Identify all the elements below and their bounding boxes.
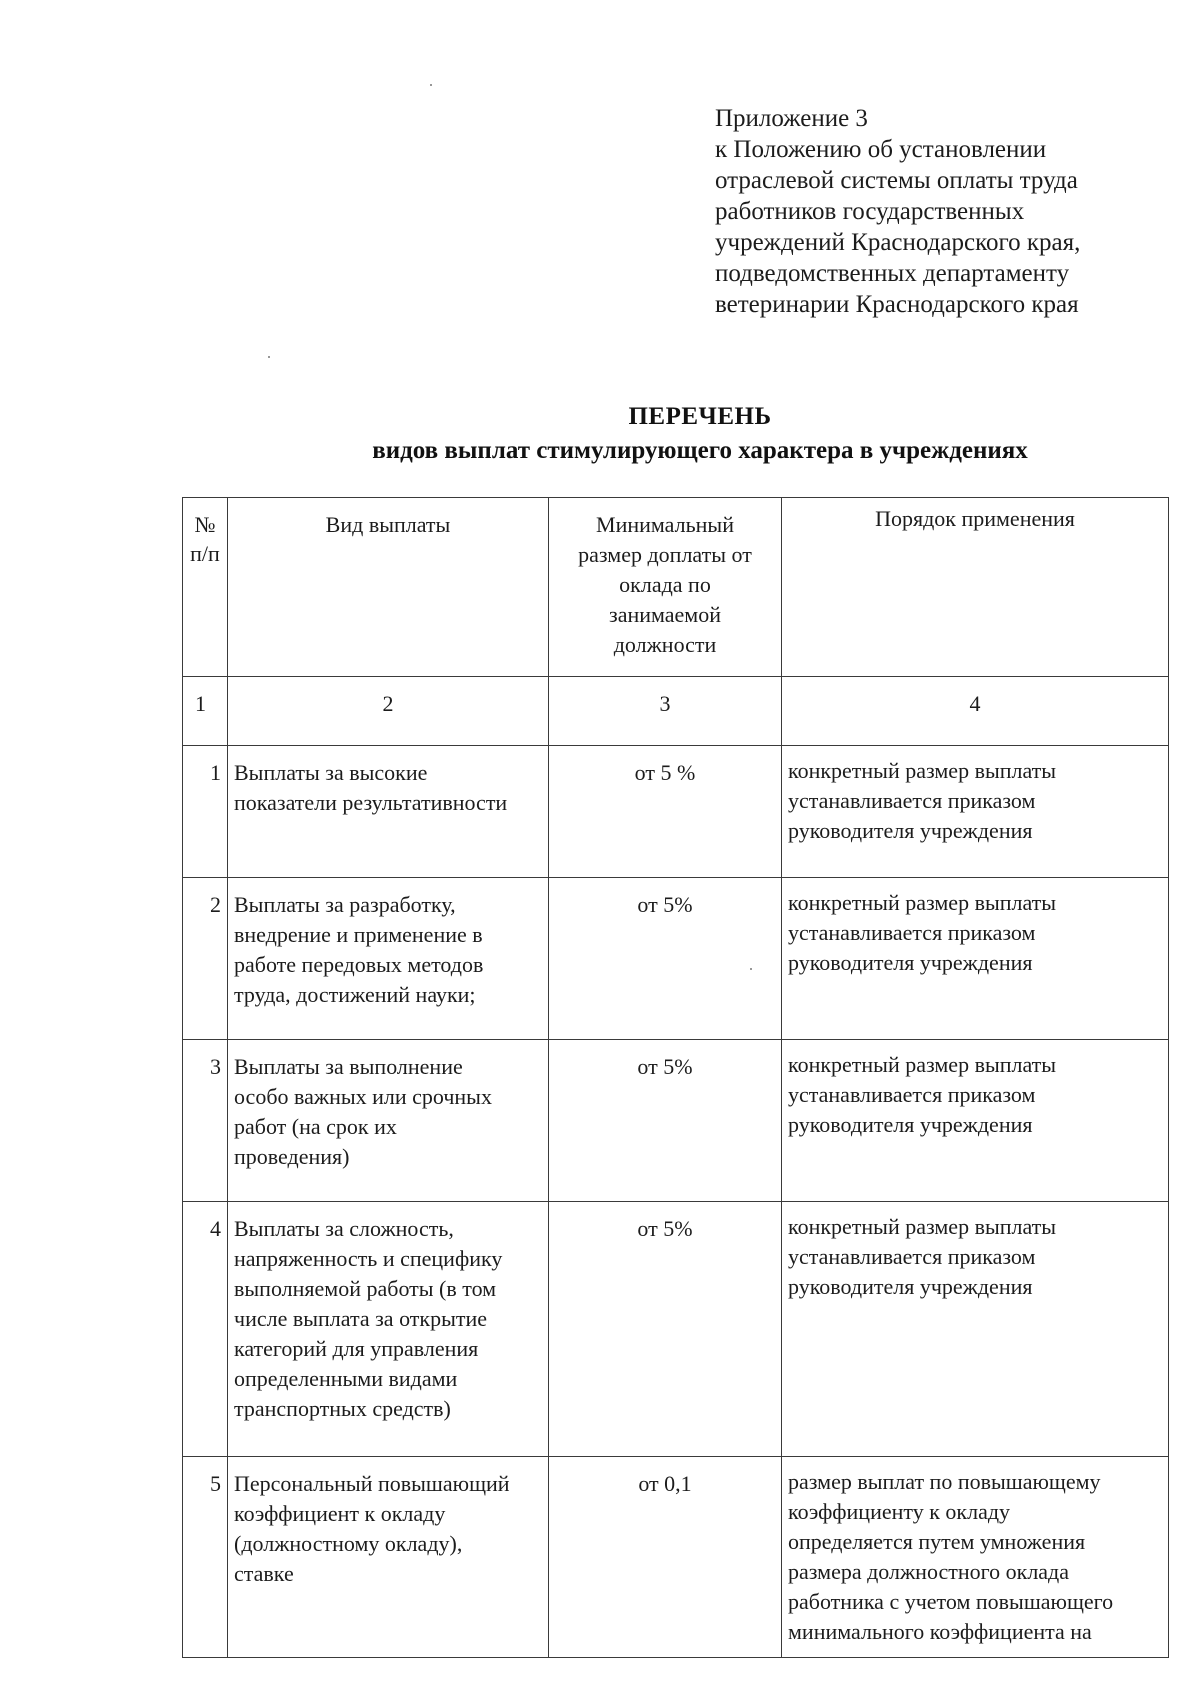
document-title: ПЕРЕЧЕНЬ [628, 403, 772, 430]
application-order: конкретный размер выплаты устанавливается приказом руководителя учреждения [782, 746, 1169, 878]
table-index-row [183, 677, 1169, 746]
annex-line: работников государственных [715, 198, 1025, 225]
annex-line: отраслевой системы оплаты труда [715, 167, 1078, 194]
row-number: 3 [183, 1040, 228, 1202]
minimum-size: от 5 % [549, 746, 782, 878]
annex-line: учреждений Краснодарского края, [715, 229, 1081, 256]
header-number: № п/п [183, 498, 228, 677]
payment-type: Выплаты за сложность, напряженность и специфику выполняемой работы (в том числе выплата за открытие категорий для управления определенными видами транспортных средств) [228, 1202, 549, 1457]
table-header-row [183, 498, 1169, 677]
minimum-size: от 5% [549, 1202, 782, 1457]
table-row [183, 878, 1169, 1040]
minimum-size: от 5% [549, 1040, 782, 1202]
row-number: 2 [183, 878, 228, 1040]
minimum-size: от 5% [549, 878, 782, 1040]
scan-speck [430, 84, 432, 86]
application-order: размер выплат по повышающему коэффициенту к окладу определяется путем умножения размера должностного оклада работника с учетом повышающего минимального коэффициента на [782, 1457, 1169, 1658]
payment-type: Выплаты за высокие показатели результативности [228, 746, 549, 878]
annex-reference [715, 103, 1155, 320]
header-application-order: Порядок применения [782, 498, 1169, 677]
payment-type: Персональный повышающий коэффициент к окладу (должностному окладу), ставке [228, 1457, 549, 1658]
payment-type: Выплаты за выполнение особо важных или срочных работ (на срок их проведения) [228, 1040, 549, 1202]
table-row [183, 1457, 1169, 1658]
application-order: конкретный размер выплаты устанавливается приказом руководителя учреждения [782, 1202, 1169, 1457]
annex-line: подведомственных департаменту [715, 260, 1070, 287]
annex-line: ветеринарии Краснодарского края [715, 291, 1079, 318]
annex-line: к Положению об установлении [715, 136, 1047, 163]
column-index: 1 [183, 677, 228, 746]
payment-type: Выплаты за разработку, внедрение и применение в работе передовых методов труда, достижений науки; [228, 878, 549, 1040]
application-order: конкретный размер выплаты устанавливается приказом руководителя учреждения [782, 878, 1169, 1040]
header-minimum-size: Минимальный размер доплаты от оклада по занимаемой должности [549, 498, 782, 677]
row-number: 1 [183, 746, 228, 878]
row-number: 4 [183, 1202, 228, 1457]
column-index: 2 [228, 677, 549, 746]
document-subtitle: видов выплат стимулирующего характера в учреждениях [372, 437, 1028, 464]
table-row [183, 1202, 1169, 1457]
table-row [183, 746, 1169, 878]
row-number: 5 [183, 1457, 228, 1658]
scan-speck [268, 356, 270, 358]
table-row [183, 1040, 1169, 1202]
application-order: конкретный размер выплаты устанавливается приказом руководителя учреждения [782, 1040, 1169, 1202]
column-index: 3 [549, 677, 782, 746]
payments-table [182, 497, 1169, 1658]
column-index: 4 [782, 677, 1169, 746]
minimum-size: от 0,1 [549, 1457, 782, 1658]
annex-line: Приложение 3 [715, 105, 868, 132]
header-payment-type: Вид выплаты [228, 498, 549, 677]
